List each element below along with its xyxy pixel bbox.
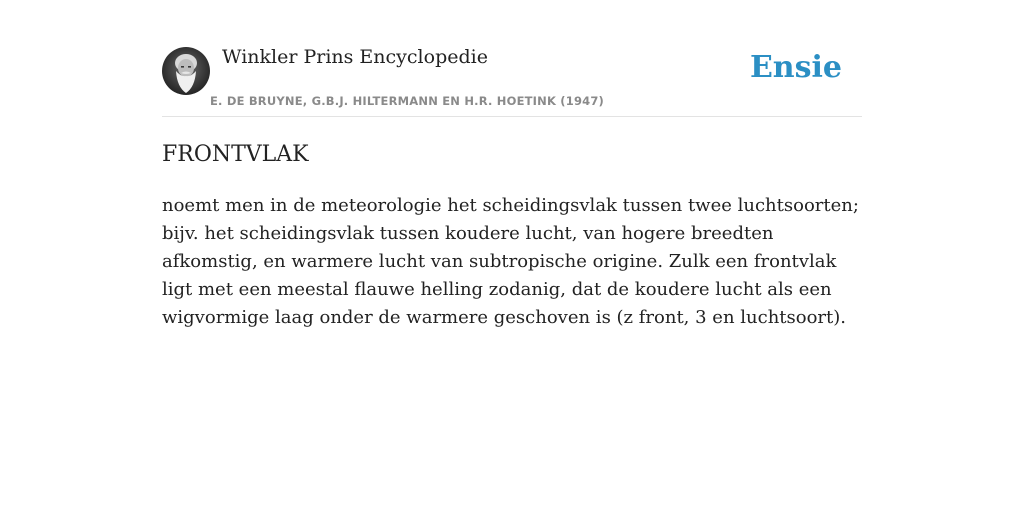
entry-body: noemt men in de meteorologie het scheidingsvlak tussen twee luchtsoorten; bijv. het scheidingsvlak tussen koudere lucht, van hogere breedten afkomstig, en warmere lucht van subtropische origine. Zulk een frontvlak ligt met een meestal flauwe helling zodanig, dat de koudere lucht als een wigvormige laag onder de warmere geschoven is (z front, 3 en luchtsoort). (162, 195, 859, 328)
entry-title: FRONTVLAK (162, 142, 309, 167)
source-header (162, 0, 862, 117)
source-title[interactable]: Winkler Prins Encyclopedie (222, 46, 488, 68)
brand-logo[interactable]: Ensie (749, 50, 842, 85)
source-authors: E. DE BRUYNE, G.B.J. HILTERMANN EN H.R. HOETINK (1947) (210, 94, 605, 108)
page-container (162, 0, 862, 328)
avatar[interactable] (162, 47, 210, 95)
portrait-icon (162, 47, 210, 95)
